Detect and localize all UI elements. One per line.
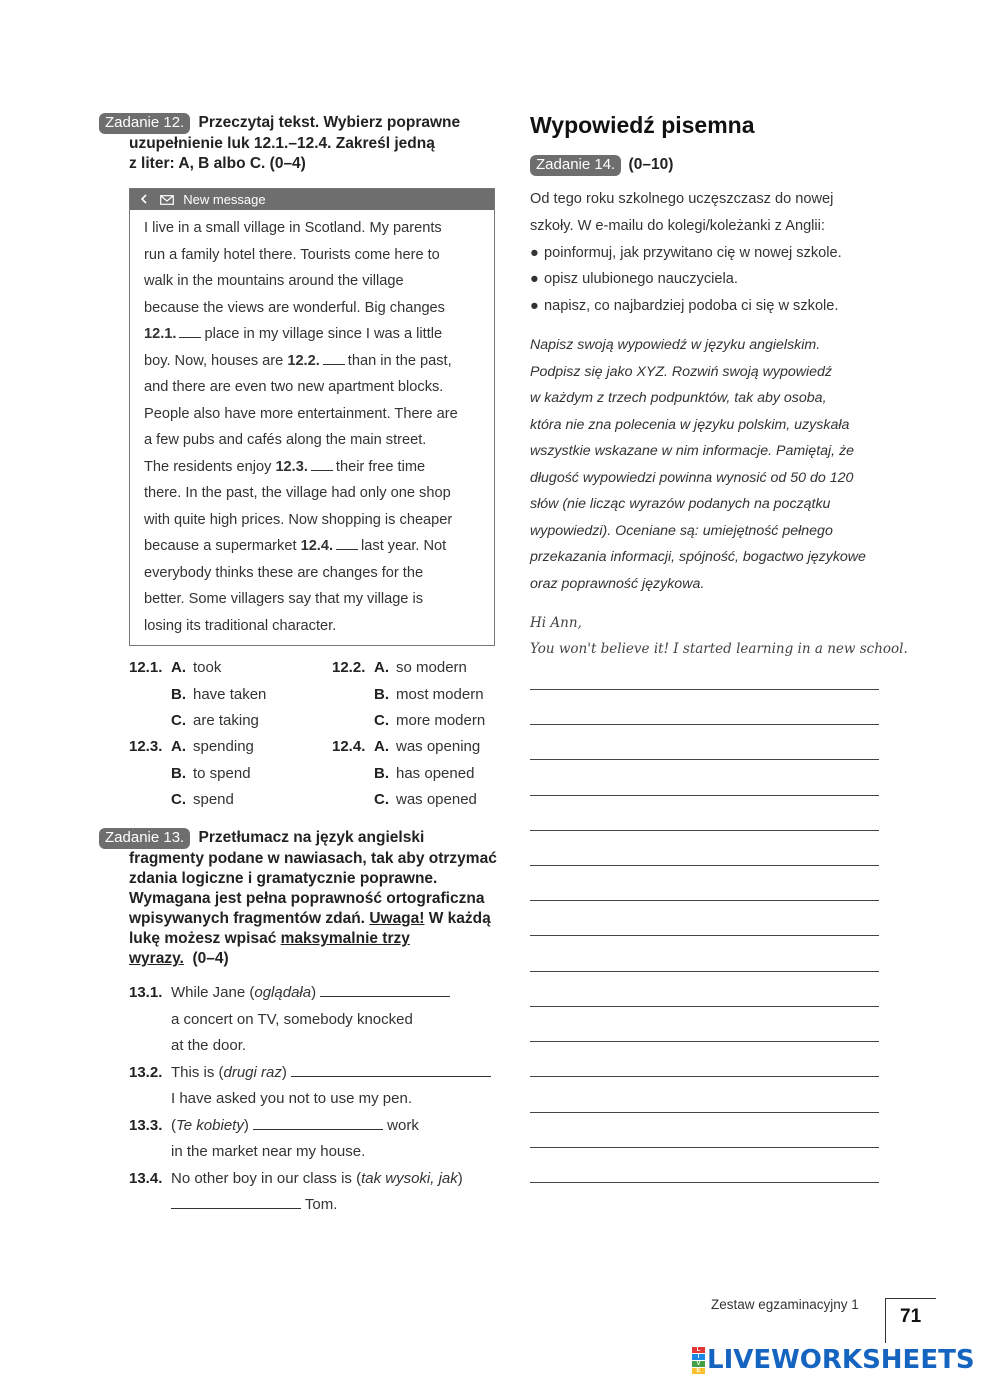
message-box — [129, 188, 495, 646]
option-letter: B. — [171, 764, 186, 782]
limit-text: wyrazy. — [129, 950, 184, 967]
option-text: to spend — [193, 764, 251, 782]
logo-letter: E — [692, 1368, 705, 1374]
task12-badge: Zadanie 12. — [99, 113, 190, 134]
option-letter: C. — [171, 712, 186, 729]
points: (0–4) — [192, 950, 229, 967]
text-fragment: The residents enjoy — [144, 458, 272, 475]
opening-sentence: You won't believe it! I started learning in a new school. — [530, 641, 908, 657]
item-number: 13.3. — [129, 1116, 163, 1134]
writing-line[interactable] — [530, 1041, 879, 1042]
item-text: ) — [243, 1116, 249, 1134]
envelope-icon — [160, 190, 174, 211]
polish-hint: oglądała — [254, 984, 312, 1001]
instruction-fragment: W każdą — [428, 910, 491, 927]
rule-line: wypowiedzi). Oceniane są: umiejętność pełnego — [530, 522, 833, 539]
gap-number: 12.1. — [144, 326, 177, 342]
writing-line[interactable] — [530, 900, 879, 901]
option-letter: A. — [374, 659, 389, 676]
question-12-1 — [129, 655, 266, 735]
item-13-2 — [129, 1060, 499, 1087]
logo-letter: L — [692, 1347, 705, 1353]
text-line: because the views are wonderful. Big changes — [144, 299, 445, 316]
answer-line-13-2[interactable] — [291, 1062, 491, 1077]
task13-header — [99, 828, 499, 849]
text-fragment: boy. Now, houses are — [144, 352, 284, 369]
task12-header — [99, 113, 499, 134]
item-number: 13.1. — [129, 984, 163, 1001]
instruction-line: Wymagana jest pełna poprawność ortograficzna — [129, 890, 485, 907]
item-text: No other boy in our class is ( — [171, 1169, 362, 1187]
gap-number: 12.4. — [300, 538, 334, 554]
writing-line[interactable] — [530, 1112, 879, 1113]
option-text: has opened — [396, 764, 475, 782]
answer-line-13-4[interactable] — [171, 1194, 301, 1209]
item-13-4-line2 — [129, 1192, 499, 1219]
text-fragment: place in my village since I was a little — [204, 326, 443, 342]
option-row[interactable] — [129, 708, 266, 735]
instruction-line — [129, 909, 499, 929]
option-row[interactable] — [332, 655, 485, 682]
rule-line: wszystkie wskazane w nim informacje. Pamiętaj, że — [530, 443, 855, 459]
instruction-line: fragmenty podane w nawiasach, tak aby otrzymać — [129, 850, 497, 867]
bullet-icon: ● — [530, 244, 539, 261]
writing-line[interactable] — [530, 865, 879, 866]
polish-hint: drugi raz — [223, 1063, 282, 1081]
bullet-text: poinformuj, jak przywitano cię w nowej szkole. — [544, 244, 842, 261]
option-text: took — [193, 659, 222, 676]
item-text: Tom. — [304, 1196, 338, 1213]
rule-line: Napisz swoją wypowiedź w języku angielskim. — [530, 337, 821, 353]
option-letter: B. — [374, 685, 389, 703]
text-line: losing its traditional character. — [144, 617, 337, 634]
question-number: 12.4. — [332, 738, 366, 755]
question-number: 12.3. — [129, 738, 163, 755]
writing-line[interactable] — [530, 759, 879, 760]
writing-line[interactable] — [530, 971, 879, 972]
rule-line: przekazania informacji, spójność, bogactwo językowe — [530, 549, 866, 565]
series-label: Zestaw egzaminacyjny 1 — [711, 1297, 859, 1312]
item-text: a concert on TV, somebody knocked — [171, 1010, 413, 1028]
bullet-icon: ● — [530, 271, 539, 288]
item-text: I have asked you not to use my pen. — [171, 1090, 412, 1107]
option-row[interactable] — [332, 787, 480, 814]
option-row[interactable] — [129, 787, 254, 814]
question-12-3 — [129, 734, 254, 814]
gap-number: 12.3. — [275, 458, 308, 475]
task13-items — [129, 980, 499, 1219]
option-letter: C. — [171, 791, 186, 808]
option-text: most modern — [396, 685, 484, 703]
text-line: I live in a small village in Scotland. My parents — [144, 220, 442, 236]
option-row[interactable] — [129, 655, 266, 682]
rule-line: Podpisz się jako XYZ. Rozwiń swoją wypowiedź — [530, 363, 833, 380]
writing-line[interactable] — [530, 1006, 879, 1007]
page-number: 71 — [900, 1306, 922, 1327]
rule-line: oraz poprawność językowa. — [530, 575, 705, 592]
question-number: 12.2. — [332, 659, 366, 676]
logo-letter: I — [692, 1354, 705, 1360]
rule-line: słów (nie licząc wyrazów podanych na początku — [530, 496, 831, 512]
instruction-line — [129, 929, 499, 949]
question-12-2 — [332, 655, 485, 735]
option-row[interactable] — [332, 708, 485, 735]
option-row[interactable] — [332, 682, 485, 709]
question-number: 12.1. — [129, 659, 163, 676]
item-number: 13.2. — [129, 1063, 163, 1081]
option-row[interactable] — [332, 734, 480, 761]
section-title: Wypowiedź pisemna — [530, 112, 755, 138]
item-text: This is ( — [171, 1063, 224, 1081]
instruction-fragment: wpisywanych fragmentów zdań. — [129, 910, 365, 927]
intro-line: szkoły. W e-mailu do kolegi/koleżanki z Anglii: — [530, 217, 825, 234]
gap-12-3[interactable] — [311, 460, 333, 471]
task14-points: (0–10) — [628, 156, 674, 173]
writing-line[interactable] — [530, 1182, 879, 1183]
gap-12-4[interactable] — [336, 539, 358, 550]
greeting: Hi Ann, — [530, 615, 582, 631]
item-text: ) — [311, 984, 317, 1001]
bullet-item — [530, 240, 890, 267]
item-13-1 — [129, 980, 499, 1007]
message-text — [130, 210, 494, 639]
task13-instruction-1: Przetłumacz na język angielski — [198, 829, 425, 846]
option-row[interactable] — [332, 761, 480, 788]
task12-instruction-1: Przeczytaj tekst. Wybierz poprawne — [198, 114, 461, 131]
option-letter: A. — [171, 659, 186, 676]
option-text: spend — [193, 791, 234, 808]
task12-instruction-2: uzupełnienie luk 12.1.–12.4. Zakreśl jedną — [129, 135, 435, 152]
bullet-item — [530, 266, 890, 293]
text-line: everybody thinks these are changes for the — [144, 564, 424, 581]
logo-blocks-icon — [692, 1347, 705, 1374]
task12-instruction-3: z liter: A, B albo C. (0–4) — [129, 155, 306, 172]
text-line: walk in the mountains around the village — [144, 273, 404, 289]
item-13-3 — [129, 1113, 499, 1140]
answer-line-13-3[interactable] — [253, 1115, 383, 1130]
text-line: run a family hotel there. Tourists come here to — [144, 246, 440, 263]
text-line — [144, 321, 484, 348]
text-line — [144, 454, 484, 481]
rule-line: która nie zna polecenia w języku polskim, uzyskała — [530, 416, 850, 433]
option-text: are taking — [193, 712, 259, 729]
item-number: 13.4. — [129, 1169, 163, 1187]
polish-hint: Te kobiety — [176, 1116, 244, 1134]
writing-line[interactable] — [530, 689, 879, 690]
task14-badge: Zadanie 14. — [530, 155, 621, 176]
writing-line[interactable] — [530, 830, 879, 831]
bullet-item — [530, 293, 890, 320]
text-fragment: because a supermarket — [144, 538, 297, 554]
option-text: was opened — [396, 791, 477, 808]
option-letter: C. — [374, 791, 389, 808]
gap-12-2[interactable] — [323, 354, 345, 365]
option-text: so modern — [396, 659, 467, 676]
message-bar — [130, 189, 494, 210]
option-letter: A. — [171, 738, 186, 755]
gap-number: 12.2. — [287, 352, 320, 369]
task13-instructions — [129, 849, 499, 969]
message-title: New message — [183, 192, 266, 207]
logo-letter: V — [692, 1361, 705, 1367]
question-12-4 — [332, 734, 480, 814]
logo-text: LIVEWORKSHEETS — [707, 1345, 975, 1375]
instruction-line: zdania logiczne i gramatycznie poprawne. — [129, 870, 438, 887]
item-text: in the market near my house. — [171, 1143, 366, 1160]
item-text: ) — [457, 1169, 463, 1187]
task14-header — [530, 155, 673, 176]
text-line — [144, 348, 484, 375]
option-text: spending — [193, 738, 254, 755]
gap-12-1[interactable] — [179, 327, 201, 338]
text-line: with quite high prices. Now shopping is cheaper — [144, 511, 453, 528]
back-chevron-icon — [140, 189, 148, 210]
item-text: ( — [171, 1116, 176, 1134]
item-13-4 — [129, 1166, 499, 1193]
writing-line[interactable] — [530, 795, 879, 796]
text-line: there. In the past, the village had only one shop — [144, 485, 451, 501]
option-row[interactable] — [129, 761, 254, 788]
limit-text: maksymalnie trzy — [280, 930, 410, 947]
writing-line[interactable] — [530, 1076, 879, 1077]
rule-line: w każdym z trzech podpunktów, tak aby osoba, — [530, 390, 827, 406]
text-line — [144, 533, 484, 560]
item-text: work — [387, 1116, 419, 1134]
option-letter: B. — [374, 764, 389, 782]
writing-line[interactable] — [530, 1147, 879, 1148]
text-fragment: last year. Not — [361, 538, 447, 554]
option-letter: B. — [171, 685, 186, 703]
text-fragment: their free time — [335, 458, 426, 475]
option-text: was opening — [396, 738, 481, 755]
answer-line-13-1[interactable] — [320, 982, 450, 997]
warning-text: Uwaga! — [369, 910, 425, 927]
option-letter: A. — [374, 738, 389, 755]
text-line: a few pubs and cafés along the main street. — [144, 432, 427, 448]
option-text: more modern — [396, 712, 486, 729]
polish-hint: tak wysoki, jak — [361, 1169, 458, 1187]
instruction-line — [129, 949, 499, 969]
option-letter: C. — [374, 712, 389, 729]
text-fragment: than in the past, — [347, 352, 452, 369]
instruction-fragment: lukę możesz wpisać — [129, 930, 277, 947]
bullet-text: napisz, co najbardziej podoba ci się w szkole. — [544, 298, 839, 315]
item-text: at the door. — [171, 1037, 247, 1054]
writing-line[interactable] — [530, 724, 879, 725]
text-line: People also have more entertainment. There are — [144, 405, 458, 422]
task13-badge: Zadanie 13. — [99, 828, 190, 849]
rule-line: długość wypowiedzi powinna wynosić od 50 do 120 — [530, 469, 854, 486]
task14-intro — [530, 186, 890, 320]
option-text: have taken — [193, 685, 267, 703]
text-line: and there are even two new apartment blocks. — [144, 379, 444, 395]
text-line: better. Some villagers say that my village is — [144, 591, 424, 607]
bullet-icon: ● — [530, 298, 539, 315]
option-row[interactable] — [129, 734, 254, 761]
liveworksheets-logo[interactable] — [692, 1345, 975, 1375]
task14-rules — [530, 332, 900, 597]
intro-line: Od tego roku szkolnego uczęszczasz do nowej — [530, 191, 834, 207]
item-text: ) — [281, 1063, 287, 1081]
option-row[interactable] — [129, 682, 266, 709]
bullet-text: opisz ulubionego nauczyciela. — [544, 271, 738, 288]
writing-line[interactable] — [530, 935, 879, 936]
item-text: While Jane ( — [171, 984, 255, 1001]
